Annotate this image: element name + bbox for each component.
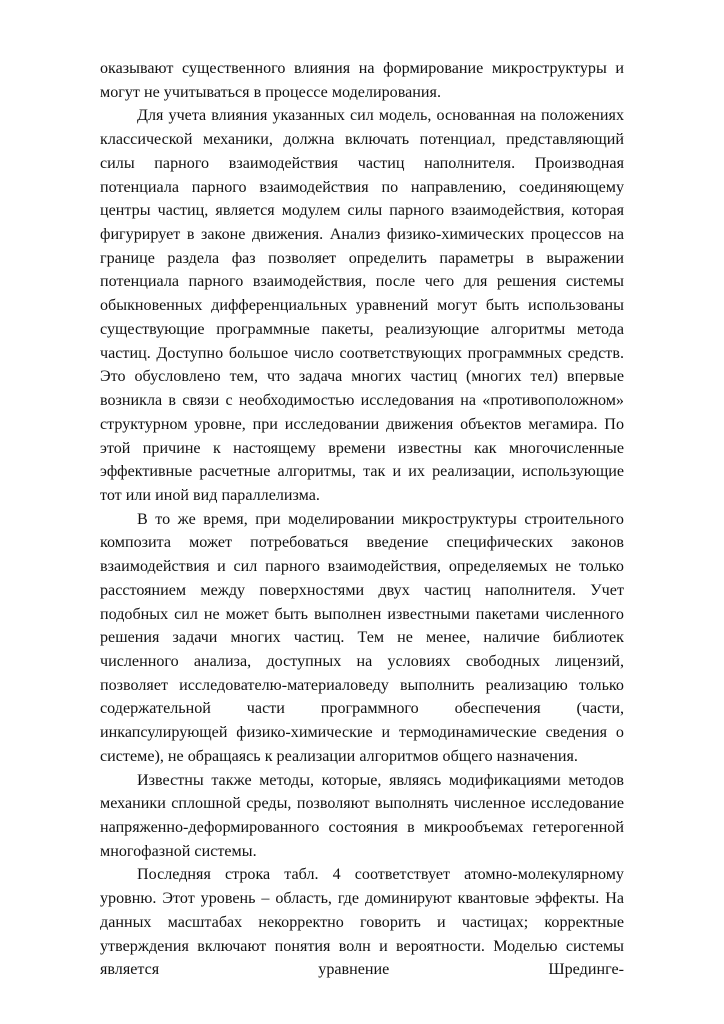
- paragraph-4: Известны также методы, которые, являясь модификациями методов механики сплошной среды, позволяют выполнять численное исследование напряженно-деформированного состояния в микрообъемах гетерогенной многофазной системы.: [100, 771, 624, 860]
- paragraph-1: оказывают существенного влияния на формирование микроструктуры и могут не учитываться в процессе моделирования.: [100, 60, 624, 101]
- text-column: [100, 57, 624, 1006]
- paragraph-5: Последняя строка табл. 4 соответствует атомно-молекулярному уровню. Этот уровень – область, где доминируют квантовые эффекты. На данных масштабах некорректно говорить и частицах; корректные утверждения включают понятия волн и вероятности. Моделью системы является уравнение Шрединге-: [100, 866, 624, 979]
- paragraph-3: В то же время, при моделировании микроструктуры строительного композита может потребоваться введение специфических законов взаимодействия и сил парного взаимодействия, определяемых не только расстоянием между поверхностями двух частиц наполнителя. Учет подобных сил не может быть выполнен известными пакетами численного решения задачи многих частиц. Тем не менее, наличие библиотек численного анализа, доступных на условиях свободных лицензий, позволяет исследователю-материаловеду выполнить реализацию только содержательной части программного обеспечения (части, инкапсулирующей физико-химические и термодинамические сведения о системе), не обращаясь к реализации алгоритмов общего назначения.: [100, 510, 624, 765]
- paragraph-2: Для учета влияния указанных сил модель, основанная на положениях классической механики, должна включать потенциал, представляющий силы парного взаимодействия частиц наполнителя. Производная потенциала парного взаимодействия по направлению, соединяющему центры частиц, является модулем силы парного взаимодействия, которая фигурирует в законе движения. Анализ физико-химических процессов на границе раздела фаз позволяет определить параметры в выражении потенциала парного взаимодействия, после чего для решения системы обыкновенных дифференциальных уравнений могут быть использованы существующие программные пакеты, реализующие алгоритмы метода частиц. Доступно большое число соответствующих программных средств. Это обусловлено тем, что задача многих частиц (многих тел) впервые возникла в связи с необходимостью исследования на «противоположном» структурном уровне, при исследовании движения объектов мегамира. По этой причине к настоящему времени известны как многочисленные эффективные расчетные алгоритмы, так и их реализации, использующие тот или иной вид параллелизма.: [100, 107, 624, 504]
